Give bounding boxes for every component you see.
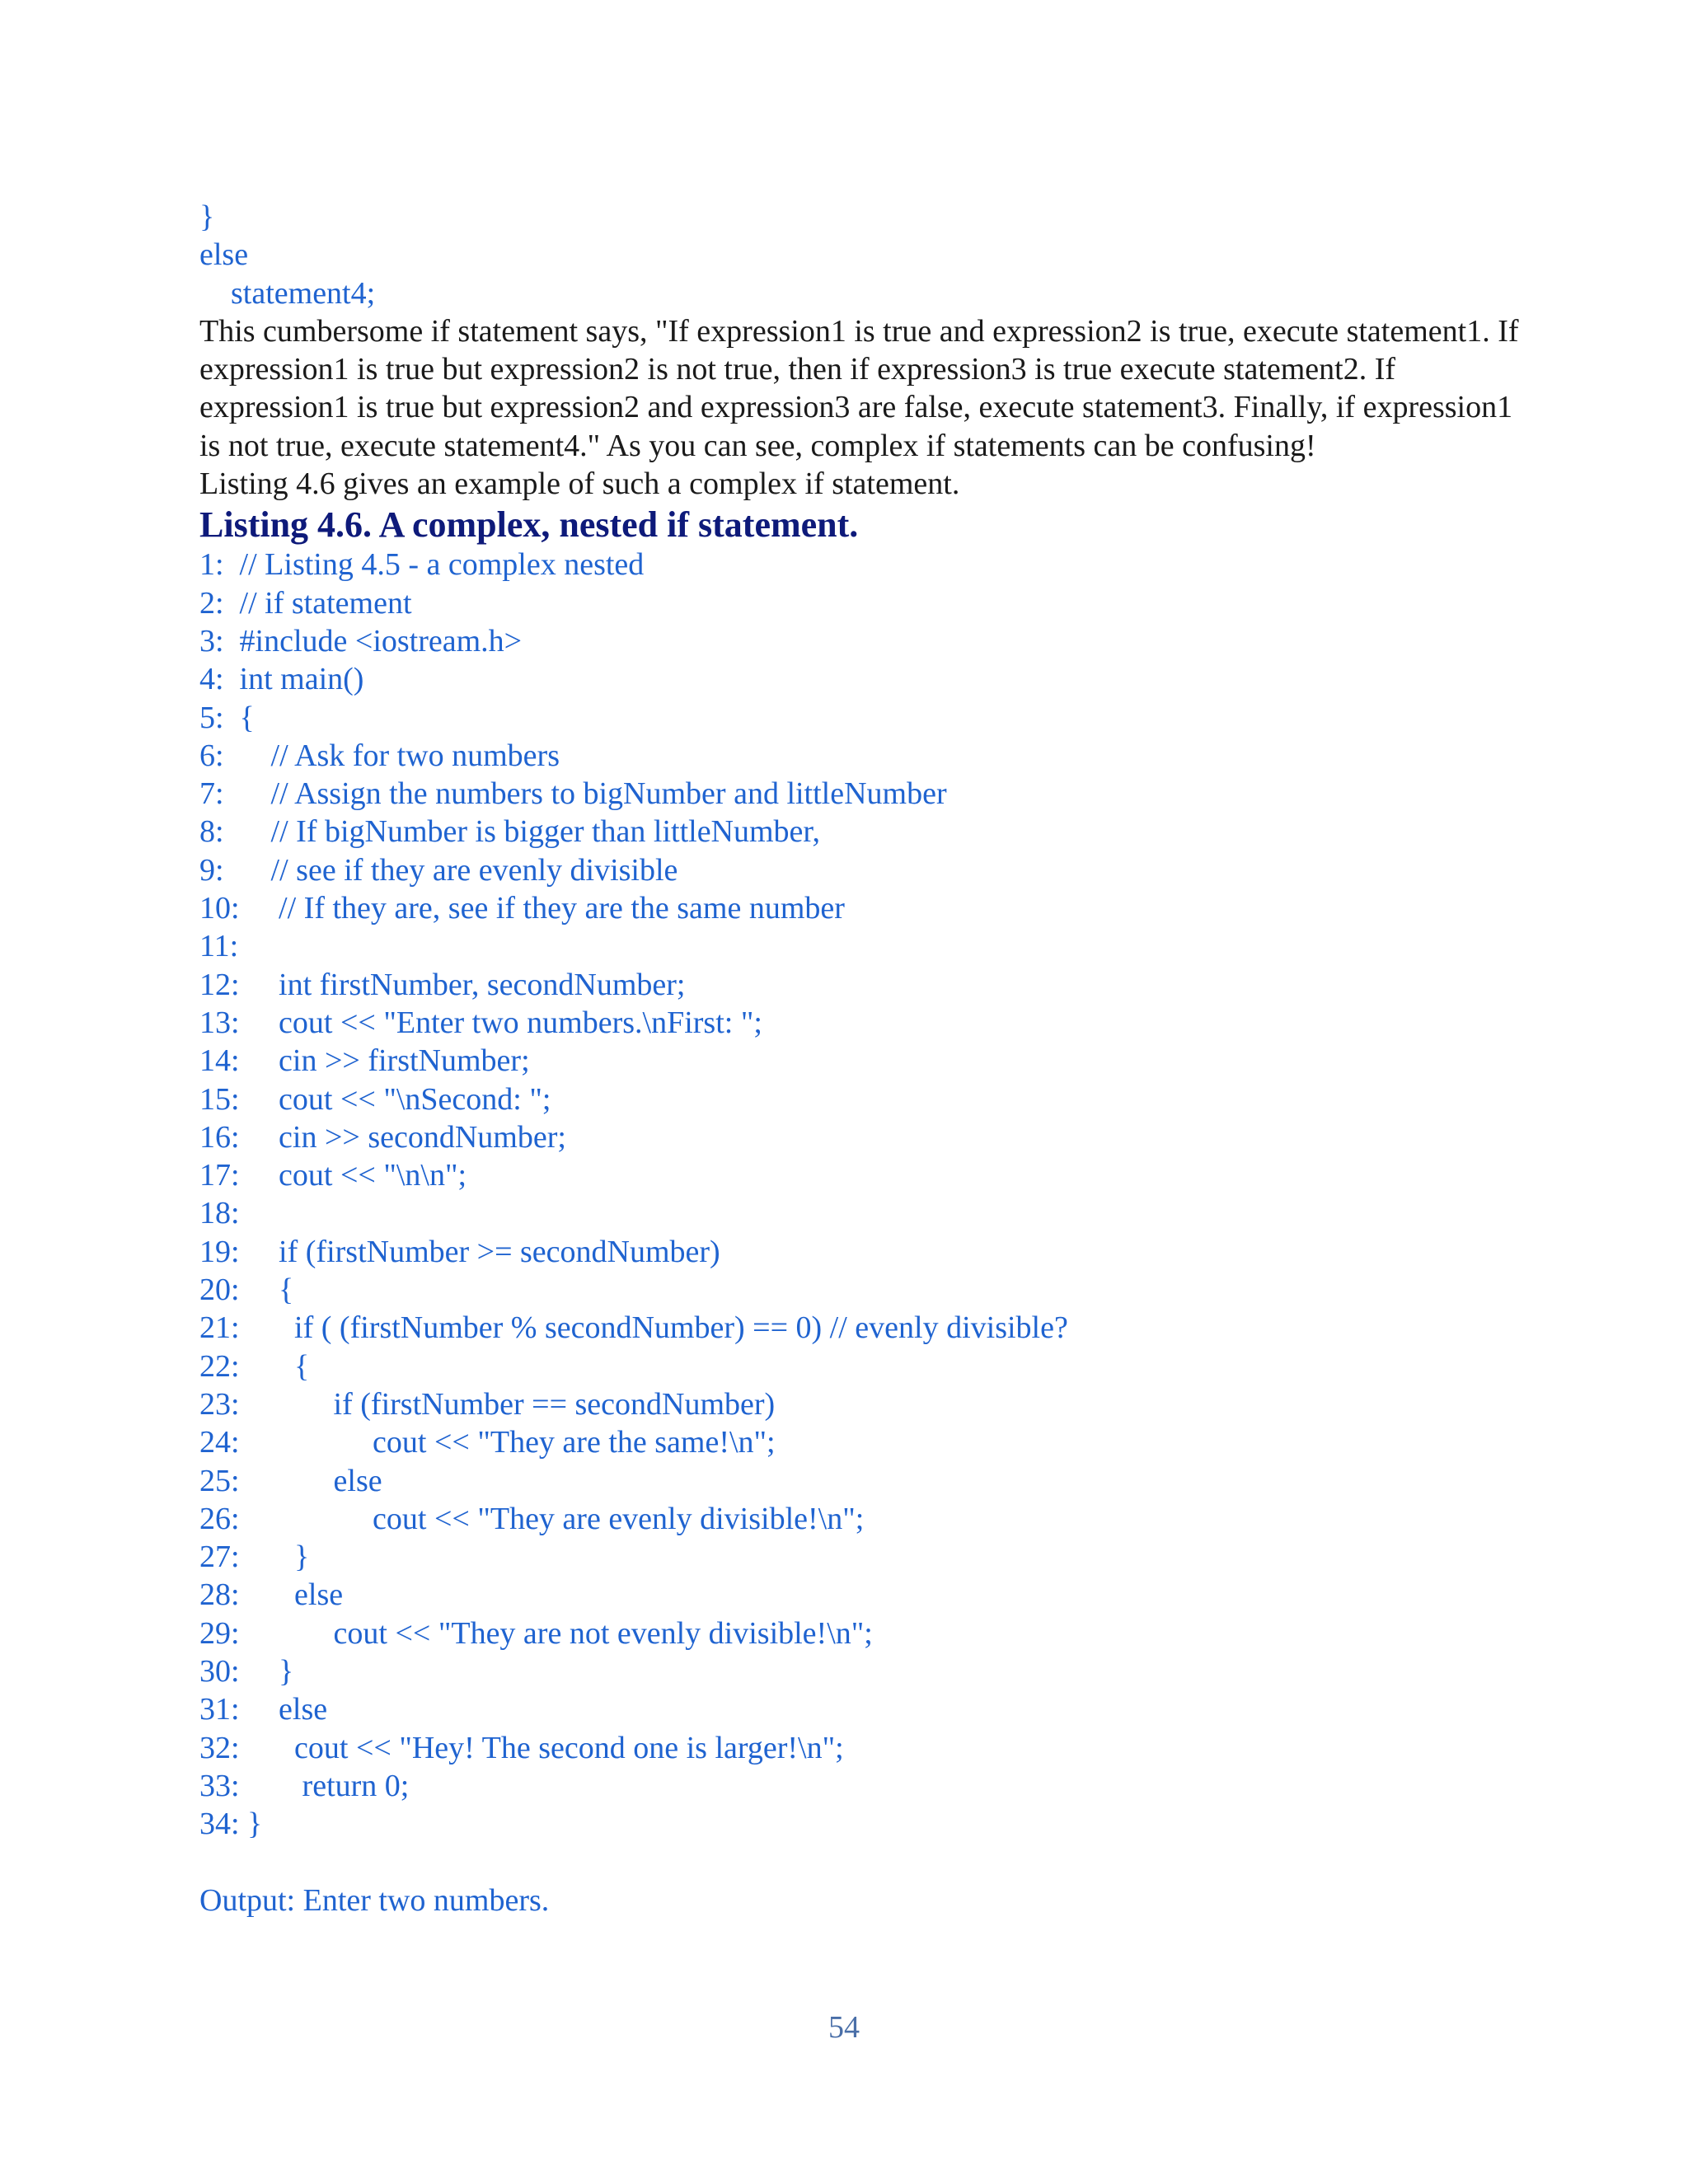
code-line: 32: cout << "Hey! The second one is larger!\n"; [199,1730,844,1765]
code-fragment-line: } [199,199,215,234]
code-line: 23: if (firstNumber == secondNumber) [199,1386,776,1422]
code-line: 34: } [199,1807,263,1842]
code-line: 13: cout << "Enter two numbers.\nFirst: "; [199,1005,762,1040]
code-line: 4: int main() [199,662,364,697]
code-line: 1: // Listing 4.5 - a complex nested [199,547,645,583]
code-line: 31: else [199,1692,328,1727]
code-line: 18: [199,1196,240,1231]
code-line: 6: // Ask for two numbers [199,738,560,773]
code-line: 21: if ( (firstNumber % secondNumber) == 0) // evenly divisible? [199,1310,1068,1346]
code-listing [199,546,1535,1843]
code-line: 8: // If bigNumber is bigger than littleNumber, [199,814,821,850]
code-line: 27: } [199,1540,310,1575]
code-fragment-line: statement4; [199,275,376,311]
code-line: 16: cin >> secondNumber; [199,1119,566,1155]
listing-title: Listing 4.6. A complex, nested if statement. [199,504,859,546]
code-line: 2: // if statement [199,585,412,621]
code-line: 28: else [199,1577,344,1613]
code-line: 5: { [199,700,255,735]
code-line: 19: if (firstNumber >= secondNumber) [199,1234,720,1269]
code-line: 12: int firstNumber, secondNumber; [199,967,686,1002]
code-line: 33: return 0; [199,1768,410,1803]
code-line: 11: [199,929,239,964]
body-paragraph: Listing 4.6 gives an example of such a complex if statement. [199,466,960,502]
code-line: 15: cout << "\nSecond: "; [199,1081,551,1117]
page-content [199,198,1535,1919]
code-line: 14: cin >> firstNumber; [199,1043,530,1079]
output-text: Output: Enter two numbers. [199,1882,550,1918]
top-code-fragment [199,198,1535,312]
code-line: 29: cout << "They are not evenly divisible!\n"; [199,1615,873,1651]
code-line: 3: #include <iostream.h> [199,623,523,658]
code-line: 25: else [199,1463,382,1498]
code-line: 26: cout << "They are evenly divisible!\n"; [199,1501,865,1536]
code-line: 17: cout << "\n\n"; [199,1158,467,1193]
page-number: 54 [828,2010,860,2045]
code-line: 30: } [199,1653,294,1689]
body-paragraph: This cumbersome if statement says, "If expression1 is true and expression2 is true, execute statement1. If expression1 is true but expression2 is not true, then if expression3 is true execute statement2. If expression1 is true but expression2 and expression3 are false, execute statement3. Finally, if expression1 is not true, execute statement4." As you can see, complex if statements can be confusing! [199,313,1519,463]
code-line: 7: // Assign the numbers to bigNumber and littleNumber [199,776,947,812]
code-fragment-line: else [199,237,249,273]
code-line: 24: cout << "They are the same!\n"; [199,1425,776,1460]
code-line: 10: // If they are, see if they are the same number [199,891,845,926]
code-line: 20: { [199,1272,294,1308]
code-line: 22: { [199,1348,310,1384]
code-line: 9: // see if they are evenly divisible [199,852,678,888]
